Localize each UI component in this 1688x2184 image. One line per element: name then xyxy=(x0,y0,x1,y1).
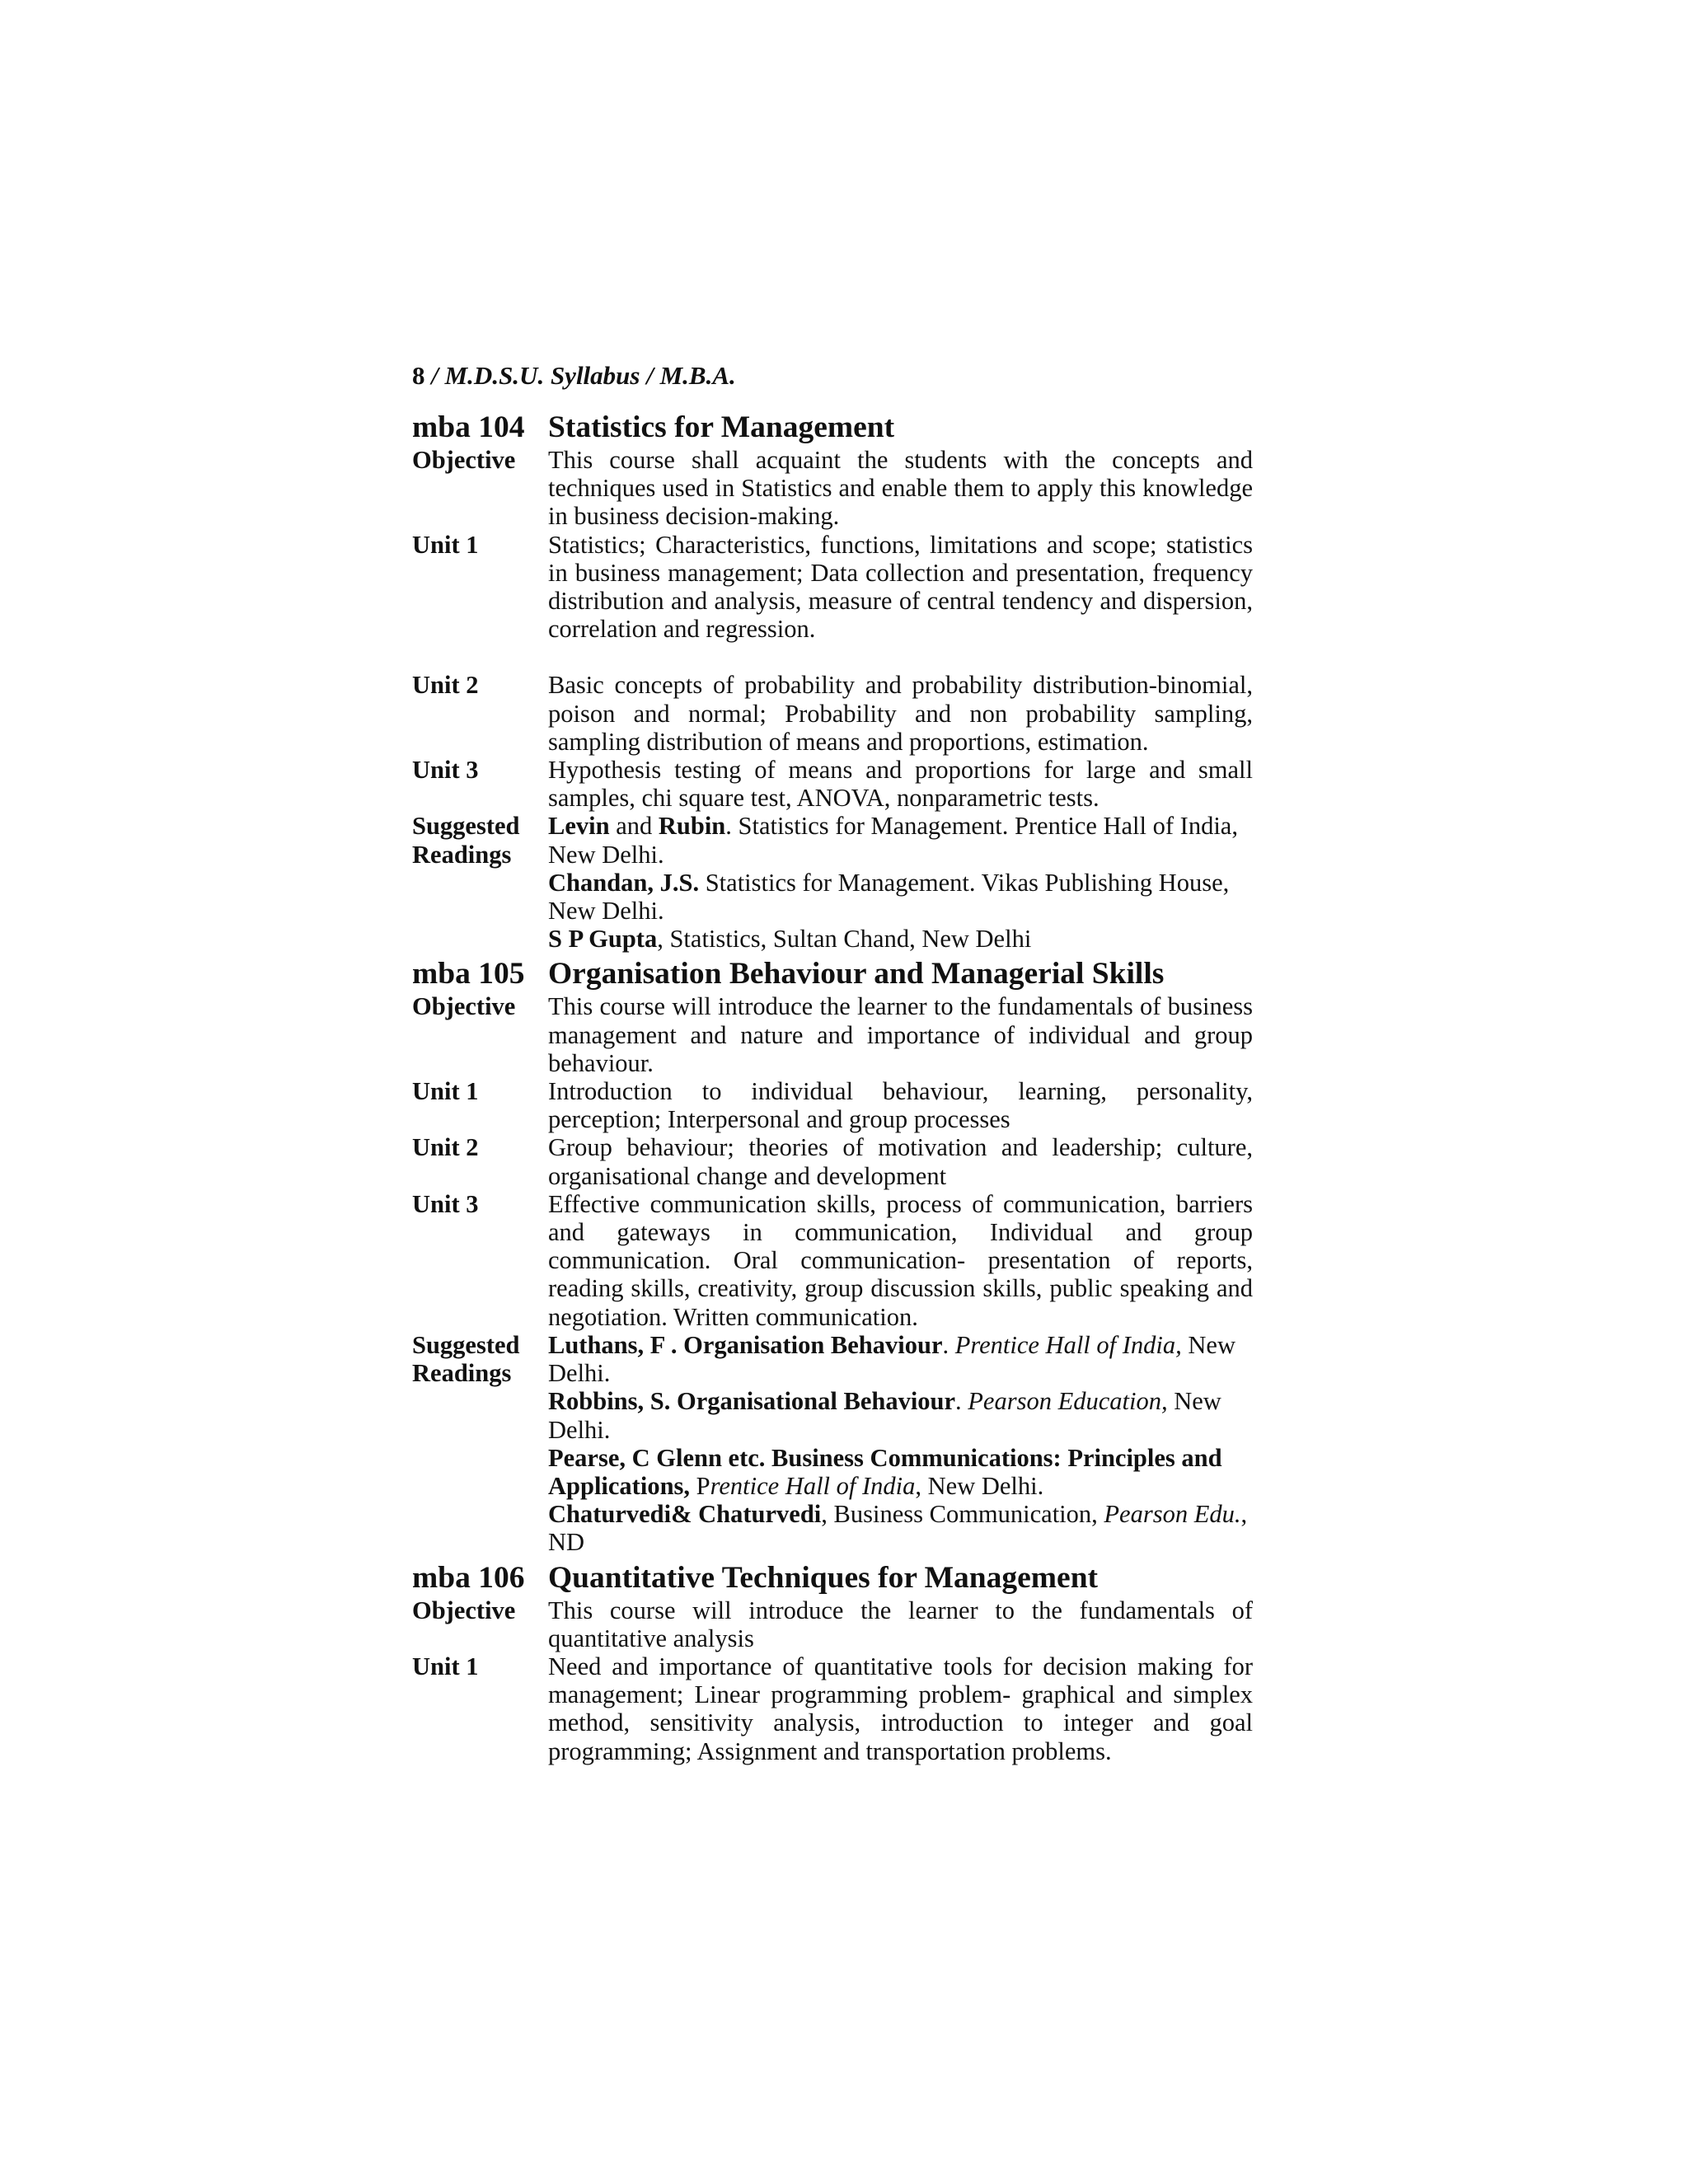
readings-list xyxy=(548,812,1253,953)
unit-label: Unit 2 xyxy=(412,1133,479,1162)
unit-text: Effective communication skills, process of communication, barriers and gateways in communication, Individual and group communication. Oral communication- presentation of reports, reading skills, creativity, group discussion skills, public speaking and negotiation. Written communication. xyxy=(548,1189,1253,1331)
reading-item: Pearse, C Glenn etc. Business Communications: Principles and Applications, Prentice Hall of India, New Delhi. xyxy=(548,1443,1222,1500)
page-number: 8 xyxy=(412,361,425,390)
course-code: mba 104 xyxy=(412,410,525,444)
objective-text: This course will introduce the learner to the fundamentals of quantitative analysis xyxy=(548,1596,1253,1652)
unit-text: Introduction to individual behaviour, learning, personality, perception; Interpersonal and group processes xyxy=(548,1077,1253,1134)
objective-label: Objective xyxy=(412,992,516,1021)
unit-label: Unit 2 xyxy=(412,671,479,700)
course-title: Statistics for Management xyxy=(548,410,895,444)
objective-row xyxy=(412,992,1253,1077)
unit-text: Basic concepts of probability and probability distribution-binomial, poison and normal; Probability and non probability sampling, sampling distribution of means and proportions, estimation. xyxy=(548,671,1253,756)
objective-label: Objective xyxy=(412,1596,516,1624)
unit-text: Hypothesis testing of means and proportions for large and small samples, chi square test, ANOVA, nonparametric tests. xyxy=(548,756,1253,813)
unit-row xyxy=(412,531,1253,644)
readings-label: Suggested Readings xyxy=(412,1330,520,1388)
unit-row xyxy=(412,671,1253,756)
course-title: Quantitative Techniques for Management xyxy=(548,1560,1099,1595)
objective-text: This course shall acquaint the students with the concepts and techniques used in Statistics and enable them to apply this knowledge in business decision-making. xyxy=(548,446,1253,531)
unit-label: Unit 1 xyxy=(412,1652,479,1680)
unit-row xyxy=(412,1133,1253,1189)
unit-label: Unit 1 xyxy=(412,1077,479,1106)
suggested-readings-row xyxy=(412,812,1253,953)
reading-item: Levin and Rubin. Statistics for Management. Prentice Hall of India, New Delhi. xyxy=(548,812,1238,869)
reading-item: Chaturvedi& Chaturvedi, Business Communication, Pearson Edu., ND xyxy=(548,1500,1248,1557)
course-mba-105 xyxy=(412,956,1253,1556)
course-mba-104 xyxy=(412,410,1253,953)
page-content xyxy=(412,410,1253,1765)
unit-text: Statistics; Characteristics, functions, limitations and scope; statistics in business management; Data collection and presentation, frequency distribution and analysis, measure of central tendency and dispersion, correlation and regression. xyxy=(548,530,1253,644)
unit-row xyxy=(412,756,1253,812)
objective-label: Objective xyxy=(412,446,516,474)
course-code: mba 106 xyxy=(412,1560,525,1595)
suggested-readings-row xyxy=(412,1331,1253,1557)
unit-text: Need and importance of quantitative tools for decision making for management; Linear programming problem- graphical and simplex method, sensitivity analysis, introduction to integer and goal programming; Assignment and transportation problems. xyxy=(548,1652,1253,1765)
objective-text: This course will introduce the learner to the fundamentals of business management and nature and importance of individual and group behaviour. xyxy=(548,992,1253,1077)
running-head-title: / M.D.S.U. Syllabus / M.B.A. xyxy=(431,361,736,390)
course-title: Organisation Behaviour and Managerial Skills xyxy=(548,957,1165,991)
objective-row xyxy=(412,1596,1253,1652)
unit-row xyxy=(412,1077,1253,1133)
unit-row xyxy=(412,1190,1253,1331)
objective-row xyxy=(412,446,1253,531)
unit-text: Group behaviour; theories of motivation and leadership; culture, organisational change and development xyxy=(548,1133,1253,1190)
reading-item: Luthans, F . Organisation Behaviour. Prentice Hall of India, New Delhi. xyxy=(548,1330,1236,1388)
course-mba-106 xyxy=(412,1560,1253,1765)
running-head xyxy=(412,361,736,391)
course-heading xyxy=(412,410,1253,446)
unit-label: Unit 1 xyxy=(412,530,479,559)
readings-label: Suggested Readings xyxy=(412,812,520,869)
unit-label: Unit 3 xyxy=(412,756,479,785)
reading-item: Robbins, S. Organisational Behaviour. Pearson Education, New Delhi. xyxy=(548,1387,1221,1444)
course-heading xyxy=(412,956,1253,992)
reading-item: S P Gupta, Statistics, Sultan Chand, New Delhi xyxy=(548,925,1032,954)
unit-label: Unit 3 xyxy=(412,1189,479,1218)
course-heading xyxy=(412,1560,1253,1596)
reading-item: Chandan, J.S. Statistics for Management. Vikas Publishing House, New Delhi. xyxy=(548,868,1230,926)
unit-row xyxy=(412,1652,1253,1765)
readings-list xyxy=(548,1331,1253,1557)
course-code: mba 105 xyxy=(412,957,525,991)
